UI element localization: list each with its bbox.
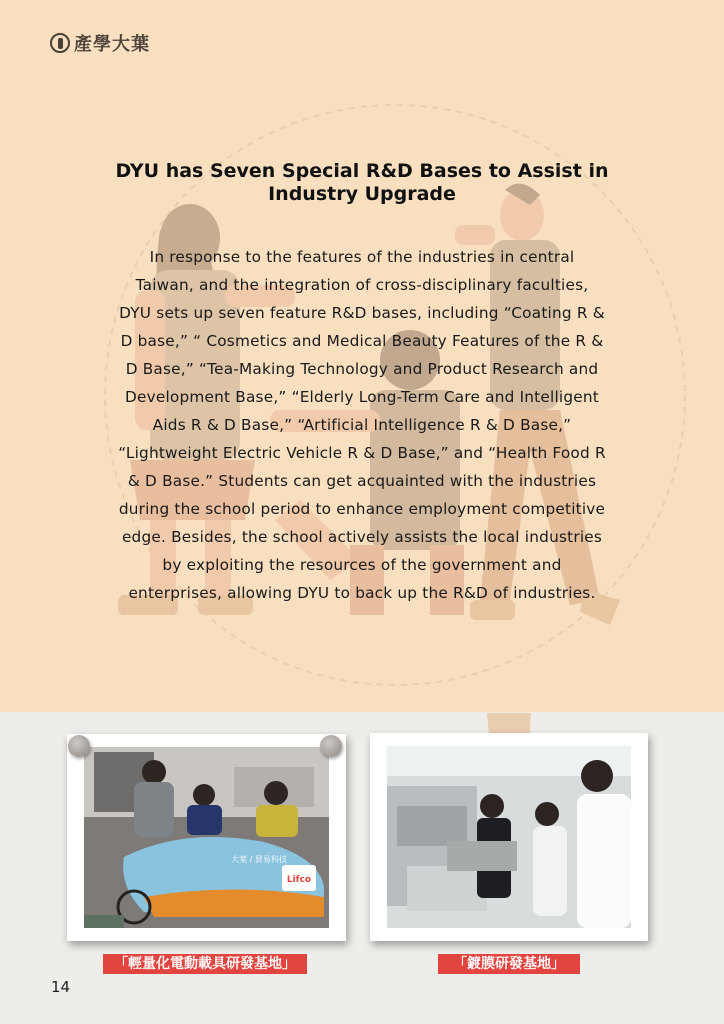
car-sub-text: 大葉 / 貿易科技 <box>231 855 287 864</box>
brand-title: 產學大葉 <box>74 34 150 55</box>
page-number: 14 <box>51 978 71 996</box>
photo-card-coating <box>370 733 648 941</box>
caption-electric-vehicle: 「輕量化電動載具研發基地」 <box>103 954 307 974</box>
coating-lab-image <box>387 746 631 928</box>
article-title: DYU has Seven Special R&D Bases to Assist in Industry Upgrade <box>115 160 609 205</box>
car-logo-text: Lifco <box>286 875 312 885</box>
logo-icon <box>50 33 70 53</box>
electric-vehicle-photo <box>84 747 329 928</box>
pushpin-icon <box>68 735 90 757</box>
article-body: In response to the features of the industries in central Taiwan, and the integration of cross-disciplinary faculties, DYU sets up seven feature R&D bases, including “Coating R & D base,” “ Cosmetics and Medical Beauty Features of the R & D Base,” “Tea-Making Technology and Product Research and Development Base,” “Elderly Long-Term Care and Intelligent Aids R & D Base,” “Artificial Intelligence R & D Base,” “Lightweight Electric Vehicle R & D Base,” and “Health Food R & D Base.” Students can get acquainted with the industries during the school period to enhance employment competitive edge. Besides, the school actively assists the local industries by exploiting the resources of the government and enterprises, allowing DYU to back up the R&D of industries. <box>118 248 606 602</box>
pushpin-icon <box>320 735 342 757</box>
photo-card-electric-vehicle <box>67 734 346 941</box>
lab-vehicle-image <box>84 747 329 928</box>
caption-coating: 「鍍膜研發基地」 <box>438 954 580 974</box>
header-logo <box>50 30 150 56</box>
coating-photo <box>387 746 631 928</box>
